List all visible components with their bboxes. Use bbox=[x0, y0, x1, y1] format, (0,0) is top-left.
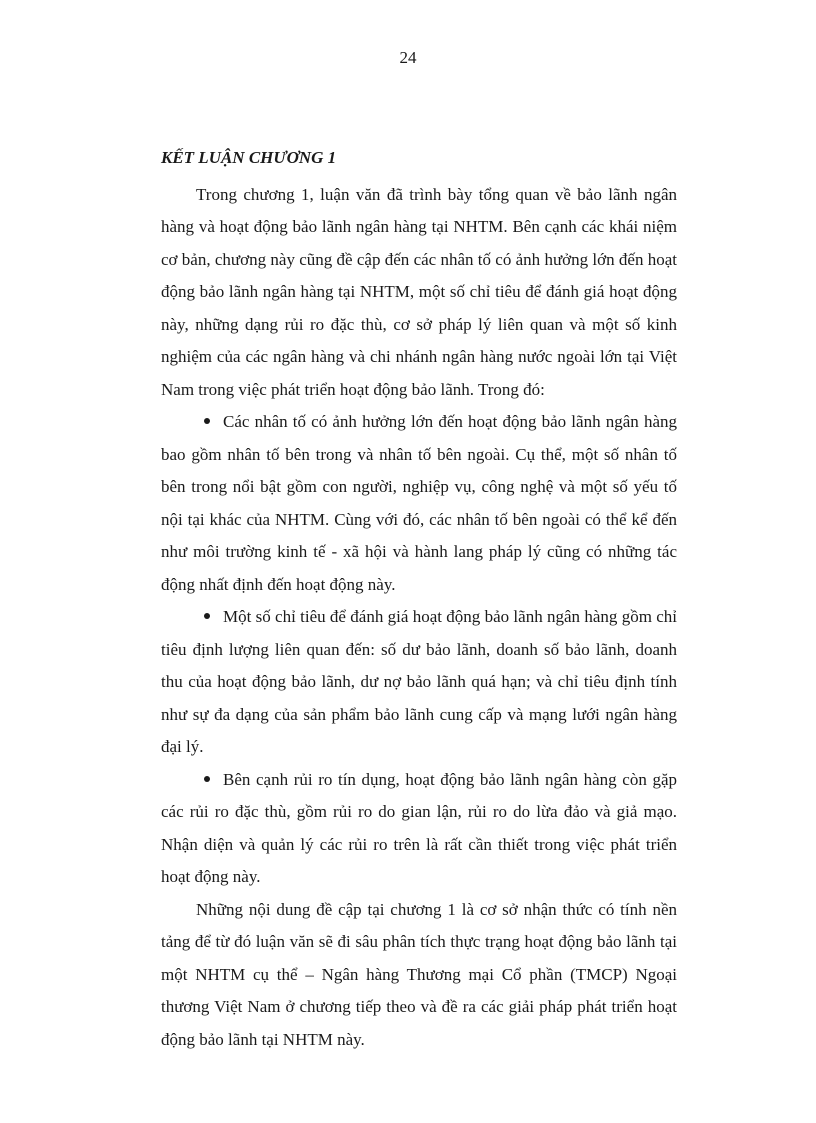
chapter-conclusion-heading: KẾT LUẬN CHƯƠNG 1 bbox=[161, 148, 337, 167]
bullet-text: Một số chỉ tiêu để đánh giá hoạt động bảo lãnh ngân hàng gồm chỉ tiêu định lượng liên quan đến: số dư bảo lãnh, doanh số bảo lãnh, doanh thu của hoạt động bảo lãnh, dư nợ bảo lãnh quá hạn; và chỉ tiêu định tính như sự đa dạng của sản phẩm bảo lãnh cung cấp và mạng lưới ngân hàng đại lý. bbox=[161, 607, 677, 756]
page-number: 24 bbox=[399, 48, 417, 67]
bullet-dot-icon bbox=[204, 613, 210, 619]
bullet-item bbox=[161, 764, 677, 894]
intro-paragraph: Trong chương 1, luận văn đã trình bày tổng quan về bảo lãnh ngân hàng và hoạt động bảo lãnh ngân hàng tại NHTM. Bên cạnh các khái niệm cơ bản, chương này cũng đề cập đến các nhân tố có ảnh hưởng lớn đến hoạt động bảo lãnh ngân hàng tại NHTM, một số chỉ tiêu để đánh giá hoạt động này, những dạng rủi ro đặc thù, cơ sở pháp lý liên quan và một số kinh nghiệm của các ngân hàng và chi nhánh ngân hàng nước ngoài lớn tại Việt Nam trong việc phát triển hoạt động bảo lãnh. Trong đó: bbox=[161, 184, 677, 399]
bullet-item bbox=[161, 406, 677, 601]
bullet-text: Các nhân tố có ảnh hưởng lớn đến hoạt động bảo lãnh ngân hàng bao gồm nhân tố bên trong và nhân tố bên ngoài. Cụ thể, một số nhân tố bên trong nổi bật gồm con người, nghiệp vụ, công nghệ và một số yếu tố nội tại khác của NHTM. Cùng với đó, các nhân tố bên ngoài có thể kể đến như môi trường kinh tế - xã hội và hành lang pháp lý cũng có những tác động nhất định đến hoạt động này. bbox=[161, 412, 677, 594]
bullet-item bbox=[161, 601, 677, 764]
document-body bbox=[161, 142, 677, 1056]
conclusion-paragraph: Những nội dung đề cập tại chương 1 là cơ sở nhận thức có tính nền tảng để từ đó luận văn sẽ đi sâu phân tích thực trạng hoạt động bảo lãnh tại một NHTM cụ thể – Ngân hàng Thương mại Cổ phần (TMCP) Ngoại thương Việt Nam ở chương tiếp theo và đề ra các giải pháp phát triển hoạt động bảo lãnh tại NHTM này. bbox=[161, 899, 677, 1049]
bullet-dot-icon bbox=[204, 418, 210, 424]
bullet-dot-icon bbox=[204, 776, 210, 782]
bullet-text: Bên cạnh rủi ro tín dụng, hoạt động bảo lãnh ngân hàng còn gặp các rủi ro đặc thù, gồm rủi ro do gian lận, rủi ro do lừa đảo và giả mạo. Nhận diện và quản lý các rủi ro trên là rất cần thiết trong việc phát triển hoạt động này. bbox=[161, 769, 677, 886]
